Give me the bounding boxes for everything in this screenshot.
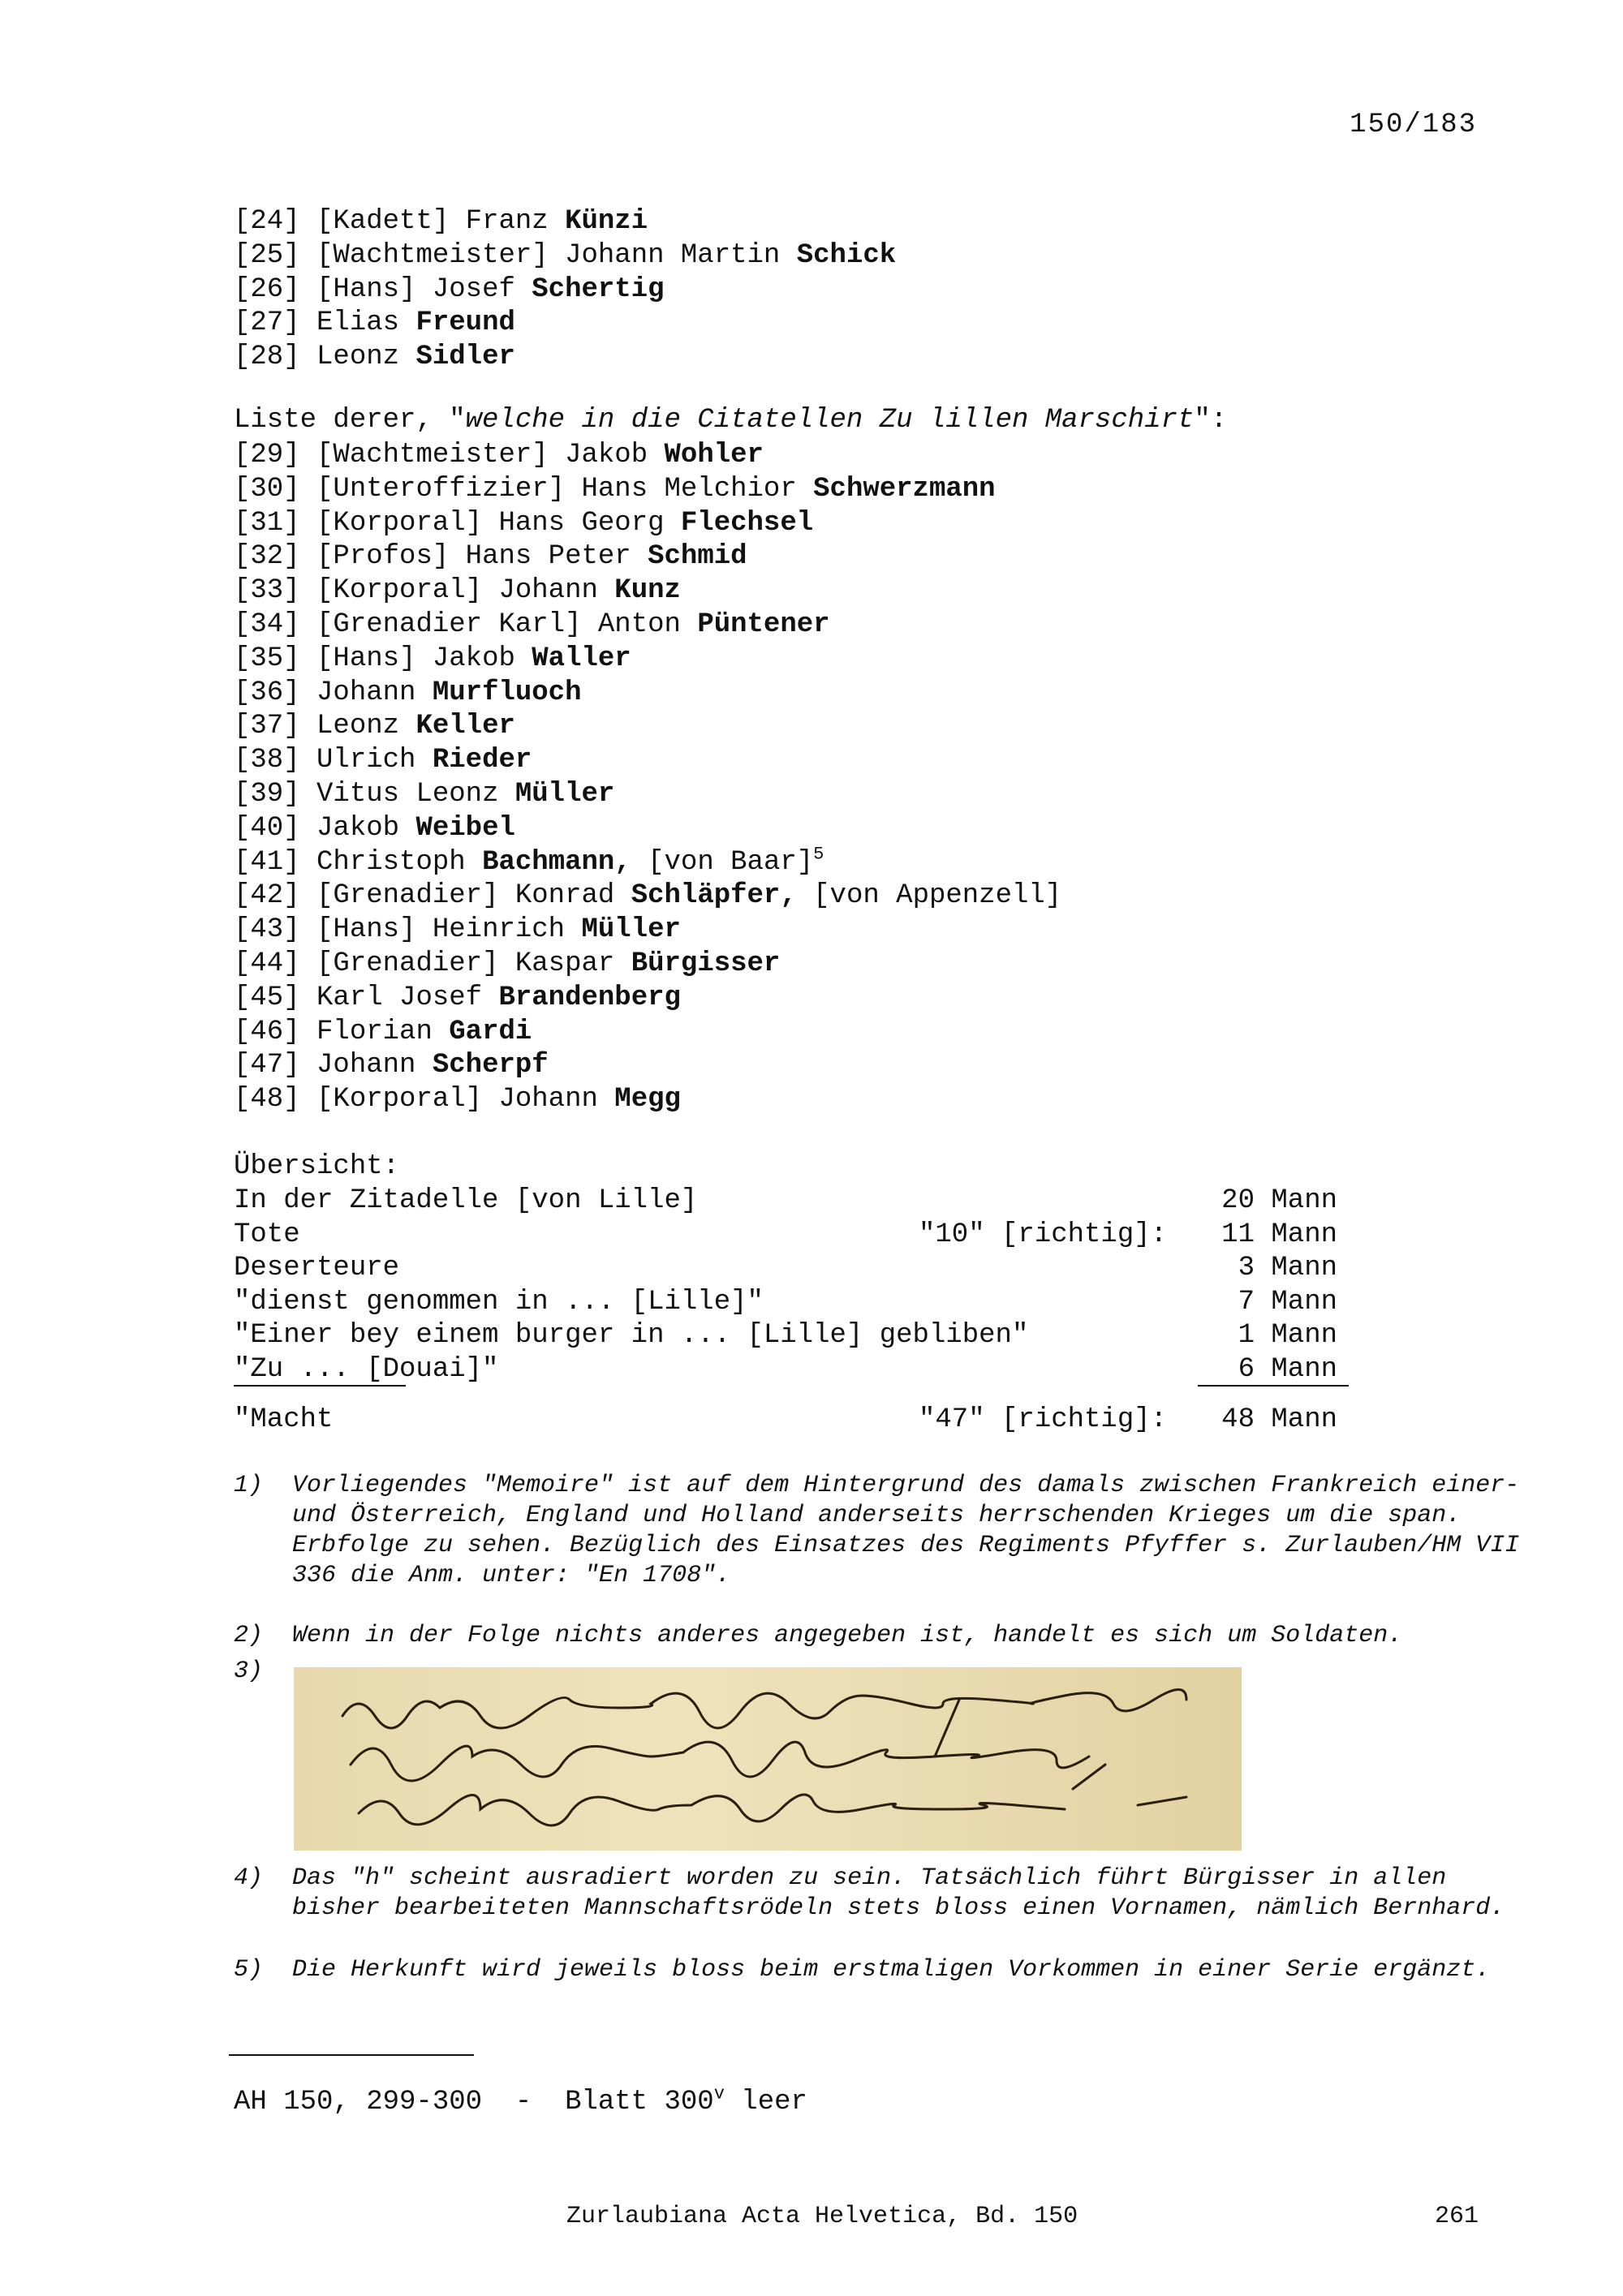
entry-surname: Schick	[796, 239, 897, 271]
entry-number: [28]	[234, 342, 300, 373]
overview-label: Deserteure	[234, 1253, 400, 1284]
entry-number: [24]	[234, 206, 300, 237]
list-entry	[234, 1082, 681, 1116]
overview-value: 11 Mann	[1221, 1219, 1337, 1250]
list-entry	[234, 1015, 532, 1049]
entry-given-names: Johann	[316, 1050, 433, 1081]
entry-given-names: [Profos] Hans Peter	[316, 541, 648, 573]
overview-label: "Einer bey einem burger in ... [Lille] gebliben"	[234, 1320, 1029, 1352]
entry-given-names: [Hans] Heinrich	[316, 914, 582, 946]
list-entry	[234, 204, 648, 239]
overview-total-correction: "47" [richtig]:	[919, 1404, 1168, 1435]
list-entry	[234, 472, 996, 506]
footnote-separator	[229, 2054, 474, 2056]
entry-number: [25]	[234, 239, 300, 271]
list-entry	[234, 340, 515, 374]
entry-number: [45]	[234, 982, 300, 1013]
list-heading-suffix: ":	[1194, 405, 1228, 436]
footnote-number: 1)	[234, 1472, 264, 1499]
entry-surname: Waller	[532, 643, 631, 674]
list-entry	[234, 676, 582, 710]
source-line-suffix: leer	[724, 2087, 807, 2118]
list-entry	[234, 709, 515, 743]
overview-label: "dienst genommen in ... [Lille]"	[234, 1286, 764, 1318]
entry-number: [39]	[234, 779, 300, 810]
entry-surname: Freund	[415, 307, 515, 339]
entry-given-names: [Korporal] Johann	[316, 575, 615, 607]
entry-surname: Sidler	[415, 342, 515, 373]
list-entry	[234, 306, 515, 340]
entry-number: [34]	[234, 609, 300, 640]
entry-surname: Scherpf	[432, 1050, 549, 1081]
entry-origin: [von Baar]	[631, 846, 814, 878]
list-entry	[234, 642, 631, 676]
entry-surname: Schmid	[648, 541, 747, 573]
entry-number: [27]	[234, 307, 300, 339]
entry-origin: [von Appenzell]	[796, 880, 1062, 912]
list-heading	[234, 403, 1227, 437]
entry-number: [30]	[234, 473, 300, 505]
list-entry	[234, 947, 780, 981]
entry-given-names: Elias	[316, 307, 416, 339]
entry-number: [31]	[234, 507, 300, 539]
entry-surname: Bachmann,	[482, 846, 631, 878]
overview-value: 20 Mann	[1221, 1185, 1337, 1216]
entry-number: [26]	[234, 273, 300, 305]
entry-surname: Keller	[415, 711, 515, 742]
list-entry	[234, 743, 532, 777]
entry-surname: Künzi	[565, 206, 648, 237]
list-heading-prefix: Liste derer, "	[234, 405, 466, 436]
underline-zu-douai	[234, 1385, 406, 1387]
entry-number: [48]	[234, 1084, 300, 1116]
entry-given-names: [Kadett] Franz	[316, 206, 566, 237]
entry-number: [47]	[234, 1050, 300, 1081]
footnote-text: Wenn in der Folge nichts anderes angegeben ist, handelt es sich um Soldaten.	[292, 1622, 1403, 1649]
overview-value: 3 Mann	[1238, 1253, 1337, 1284]
entry-number: [37]	[234, 711, 300, 742]
entry-given-names: [Grenadier] Konrad	[316, 880, 631, 912]
entry-given-names: [Korporal] Johann	[316, 1084, 615, 1116]
source-line	[234, 2085, 807, 2119]
overview-total-label: "Macht	[234, 1404, 334, 1435]
entry-surname: Schläpfer,	[631, 880, 797, 912]
footnote-number: 2)	[234, 1622, 264, 1649]
entry-given-names: Christoph	[316, 846, 483, 878]
list-entry	[234, 1048, 549, 1082]
entry-surname: Püntener	[697, 609, 830, 640]
footer-title: Zurlaubiana Acta Helvetica, Bd. 150	[566, 2203, 1078, 2230]
entry-number: [38]	[234, 745, 300, 776]
entry-given-names: [Wachtmeister] Jakob	[316, 440, 665, 471]
footnote-number: 4)	[234, 1864, 264, 1892]
entry-number: [36]	[234, 677, 300, 708]
entry-number: [32]	[234, 541, 300, 573]
footnote-text: Das "h" scheint ausradiert worden zu sein. Tatsächlich führt Bürgisser in allen bisher bearbeiteten Mannschaftsrödeln stets bloss einen Vornamen, nämlich Bernhard.	[292, 1864, 1505, 1922]
overview-label: In der Zitadelle [von Lille]	[234, 1185, 698, 1216]
entry-given-names: Jakob	[316, 812, 416, 844]
entry-surname: Flechsel	[680, 507, 814, 539]
entry-given-names: [Hans] Josef	[316, 273, 532, 305]
entry-number: [41]	[234, 846, 300, 878]
entry-surname: Schwerzmann	[813, 473, 996, 505]
entry-given-names: Leonz	[316, 711, 416, 742]
list-entry	[234, 239, 896, 273]
list-entry	[234, 608, 830, 642]
entry-number: [40]	[234, 812, 300, 844]
entry-given-names: [Unteroffizier] Hans Melchior	[316, 473, 814, 505]
entry-given-names: Vitus Leonz	[316, 779, 515, 810]
entry-given-names: Karl Josef	[316, 982, 499, 1013]
entry-number: [44]	[234, 948, 300, 979]
list-heading-quote: welche in die Citatellen Zu lillen Marschirt	[465, 405, 1195, 436]
entry-number: [33]	[234, 575, 300, 607]
entry-given-names: [Grenadier] Kaspar	[316, 948, 631, 979]
entry-given-names: Florian	[316, 1016, 450, 1047]
overview-label: "Zu ... [Douai]"	[234, 1354, 499, 1385]
overview-total-value: 48 Mann	[1221, 1404, 1337, 1435]
list-entry	[234, 438, 764, 472]
entry-surname: Bürgisser	[631, 948, 781, 979]
entry-surname: Weibel	[415, 812, 515, 844]
list-entry	[234, 273, 665, 307]
entry-surname: Kunz	[614, 575, 681, 607]
footnote-number: 3)	[234, 1658, 264, 1685]
entry-surname: Schertig	[532, 273, 665, 305]
entry-surname: Rieder	[432, 745, 532, 776]
source-line-text: AH 150, 299-300 - Blatt 300	[234, 2087, 714, 2118]
entry-surname: Müller	[514, 779, 615, 810]
entry-surname: Wohler	[664, 440, 764, 471]
list-entry	[234, 506, 813, 540]
entry-given-names: [Wachtmeister] Johann Martin	[316, 239, 797, 271]
list-entry	[234, 777, 614, 811]
footnote-text: Vorliegendes "Memoire" ist auf dem Hintergrund des damals zwischen Frankreich einer- und Österreich, England und Holland anderseits herrschenden Krieges um die span. Erbfolge zu sehen. Bezüglich des Einsatzes des Regiments Pfyffer s. Zurlauben/HM VII 336 die Anm. unter: "En 1708".	[292, 1472, 1520, 1589]
entry-surname: Müller	[581, 914, 681, 946]
overview-correction: "10" [richtig]:	[919, 1219, 1168, 1250]
list-entry	[234, 574, 681, 608]
entry-given-names: [Grenadier Karl] Anton	[316, 609, 698, 640]
overview-value: 1 Mann	[1238, 1320, 1337, 1352]
source-line-sup: v	[713, 2083, 725, 2105]
overview-value: 6 Mann	[1238, 1354, 1337, 1385]
overview-heading: Übersicht:	[234, 1151, 400, 1182]
overview-value: 7 Mann	[1238, 1286, 1337, 1318]
footnote-text: Die Herkunft wird jeweils bloss beim erstmaligen Vorkommen in einer Serie ergänzt.	[292, 1956, 1491, 1984]
entry-surname: Megg	[614, 1084, 681, 1116]
entry-number: [29]	[234, 440, 300, 471]
entry-number: [43]	[234, 914, 300, 946]
footnote-number: 5)	[234, 1956, 264, 1984]
entry-number: [46]	[234, 1016, 300, 1047]
footer-page-number: 261	[1434, 2203, 1479, 2230]
entry-given-names: Leonz	[316, 342, 416, 373]
entry-given-names: Ulrich	[316, 745, 433, 776]
entry-surname: Murfluoch	[432, 677, 582, 708]
entry-given-names: [Hans] Jakob	[316, 643, 532, 674]
entry-surname: Brandenberg	[498, 982, 681, 1013]
list-entry	[234, 540, 747, 574]
list-entry	[234, 811, 515, 845]
handwriting-excerpt-image	[294, 1667, 1242, 1851]
list-entry	[234, 845, 824, 879]
handwriting-strokes	[294, 1667, 1242, 1851]
entry-given-names: [Korporal] Hans Georg	[316, 507, 681, 539]
entry-footnote-ref: 5	[813, 844, 824, 865]
entry-given-names: Johann	[316, 677, 433, 708]
list-entry	[234, 981, 681, 1015]
list-entry	[234, 879, 1061, 913]
list-entry	[234, 913, 681, 947]
entry-surname: Gardi	[449, 1016, 532, 1047]
overview-label: Tote	[234, 1219, 300, 1250]
page-counter: 150/183	[1350, 110, 1477, 140]
entry-number: [42]	[234, 880, 300, 912]
sum-rule	[1198, 1385, 1349, 1387]
entry-number: [35]	[234, 643, 300, 674]
